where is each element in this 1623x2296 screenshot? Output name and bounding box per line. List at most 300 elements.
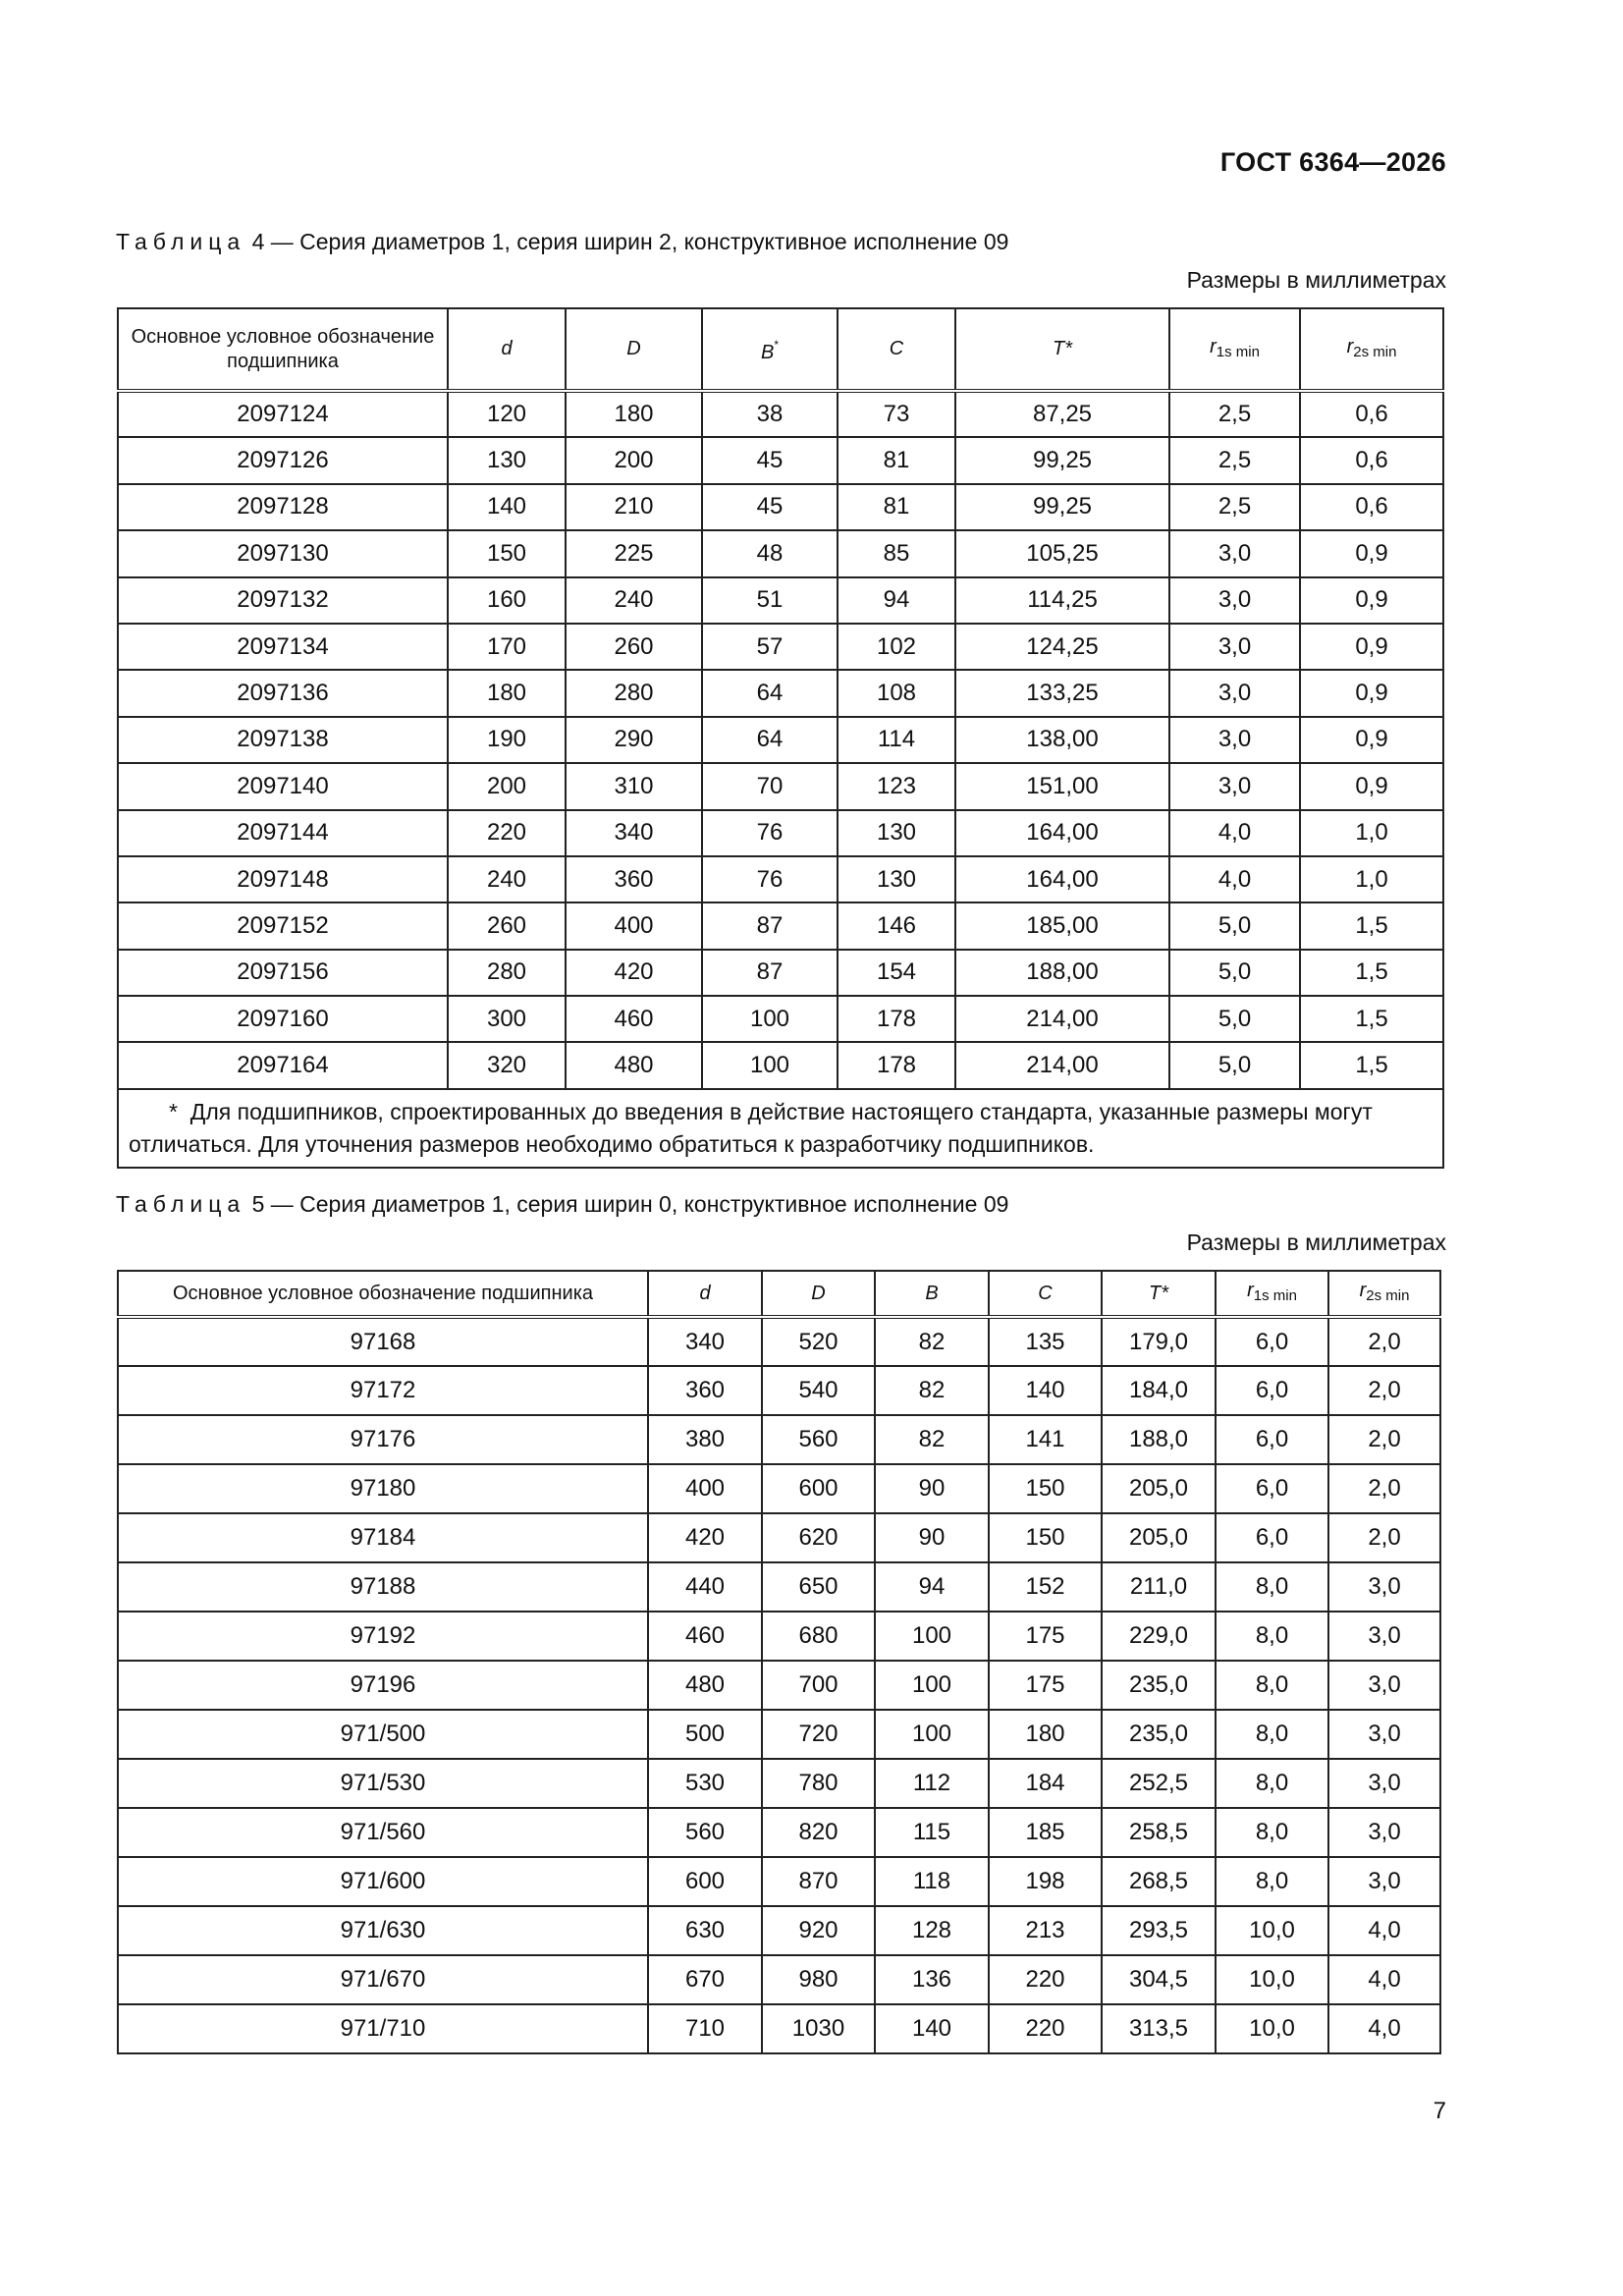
table5-cell-d: 440 [648,1562,762,1612]
table5-cell-r2: 2,0 [1328,1415,1440,1464]
table5-header-T: T* [1102,1271,1216,1317]
table4-cell-designation: 2097126 [118,437,448,483]
table5-cell-r1: 10,0 [1216,1955,1328,2004]
table5-cell-C: 150 [989,1464,1102,1513]
table4-note-row [118,1089,1443,1168]
table5-cell-D: 520 [762,1317,875,1366]
table5-cell-designation: 971/530 [118,1759,648,1808]
table5-cell-designation: 971/500 [118,1710,648,1759]
table5-cell-C: 152 [989,1562,1102,1612]
table5-cell-B: 128 [875,1906,989,1955]
table4-row [118,856,1443,902]
table4-row [118,577,1443,624]
table4-cell-C: 73 [838,391,955,437]
table4-cell-D: 290 [566,717,702,763]
table4-cell-C: 130 [838,856,955,902]
table4-cell-r2: 1,5 [1300,902,1443,949]
table5-row [118,1808,1440,1857]
table5-cell-T: 179,0 [1102,1317,1216,1366]
table5-cell-B: 94 [875,1562,989,1612]
table4-cell-B: 57 [702,624,838,670]
table4-cell-r1: 2,5 [1169,484,1300,530]
table5-cell-D: 820 [762,1808,875,1857]
table5-cell-T: 188,0 [1102,1415,1216,1464]
table4-cell-designation: 2097132 [118,577,448,624]
table5-row [118,1710,1440,1759]
table5-row [118,1562,1440,1612]
table4-cell-r1: 3,0 [1169,624,1300,670]
table5-cell-r1: 8,0 [1216,1759,1328,1808]
table4-cell-C: 114 [838,717,955,763]
table5-cell-C: 140 [989,1366,1102,1415]
table5-cell-T: 205,0 [1102,1513,1216,1562]
table4-row [118,484,1443,530]
table5-cell-D: 620 [762,1513,875,1562]
table5-cell-D: 980 [762,1955,875,2004]
table5-cell-D: 700 [762,1661,875,1710]
table4-cell-T: 99,25 [955,437,1169,483]
footnote-mark: * [169,1098,178,1124]
table5-cell-designation: 97196 [118,1661,648,1710]
table5-cell-B: 136 [875,1955,989,2004]
table5-cell-C: 198 [989,1857,1102,1906]
table4-cell-r2: 0,6 [1300,484,1443,530]
table5-cell-C: 185 [989,1808,1102,1857]
table5-cell-B: 90 [875,1513,989,1562]
table4-cell-D: 240 [566,577,702,624]
table5-cell-T: 229,0 [1102,1612,1216,1661]
table5-cell-C: 220 [989,1955,1102,2004]
table4-cell-T: 99,25 [955,484,1169,530]
table5-cell-d: 400 [648,1464,762,1513]
table4-cell-T: 138,00 [955,717,1169,763]
table4-cell-D: 280 [566,670,702,716]
table4-cell-r2: 0,9 [1300,717,1443,763]
table4-cell-r2: 1,0 [1300,856,1443,902]
table4-cell-d: 150 [448,530,566,576]
table4-cell-r2: 0,9 [1300,530,1443,576]
table4-cell-r2: 0,6 [1300,391,1443,437]
table5-cell-T: 235,0 [1102,1661,1216,1710]
table5-row [118,1415,1440,1464]
table5-cell-d: 340 [648,1317,762,1366]
table4-cell-r1: 5,0 [1169,950,1300,996]
table4-row [118,717,1443,763]
table4-caption [116,229,1008,255]
table4-cell-T: 124,25 [955,624,1169,670]
table4-cell-d: 240 [448,856,566,902]
table4-row [118,624,1443,670]
table4-cell-C: 85 [838,530,955,576]
table4-cell-C: 94 [838,577,955,624]
table5 [117,1270,1441,2054]
table4-cell-B: 38 [702,391,838,437]
table5-cell-B: 90 [875,1464,989,1513]
table5-cell-d: 500 [648,1710,762,1759]
table4-cell-T: 185,00 [955,902,1169,949]
table4-cell-r1: 3,0 [1169,717,1300,763]
table5-cell-r2: 3,0 [1328,1661,1440,1710]
table5-cell-r1: 8,0 [1216,1710,1328,1759]
table4-cell-D: 210 [566,484,702,530]
table4-cell-d: 180 [448,670,566,716]
table4-cell-B: 87 [702,902,838,949]
table5-cell-B: 118 [875,1857,989,1906]
table5-cell-T: 293,5 [1102,1906,1216,1955]
table4-cell-d: 130 [448,437,566,483]
table5-row [118,1513,1440,1562]
table5-cell-d: 670 [648,1955,762,2004]
table5-cell-B: 82 [875,1317,989,1366]
table4-cell-designation: 2097144 [118,810,448,856]
table4-row [118,530,1443,576]
table5-cell-d: 710 [648,2004,762,2053]
table5-header-r1: $r_{1s min}$ [1216,1271,1328,1317]
table4-cell-r2: 1,5 [1300,996,1443,1042]
table4-cell-B: 64 [702,717,838,763]
table5-cell-T: 235,0 [1102,1710,1216,1759]
table5-cell-r1: 8,0 [1216,1857,1328,1906]
table4-units: Размеры в миллиметрах [1186,267,1446,293]
table5-cell-d: 560 [648,1808,762,1857]
table5-cell-designation: 971/560 [118,1808,648,1857]
table5-cell-B: 100 [875,1661,989,1710]
table4-cell-D: 400 [566,902,702,949]
table5-cell-D: 920 [762,1906,875,1955]
table4-row [118,996,1443,1042]
table5-header-C: C [989,1271,1102,1317]
table4-cell-D: 260 [566,624,702,670]
table4-caption-label: Таблица [116,229,246,254]
table5-cell-designation: 97172 [118,1366,648,1415]
table4-header-B: B* [702,308,838,391]
table4-cell-B: 64 [702,670,838,716]
table4-row [118,763,1443,809]
table4-cell-r2: 1,5 [1300,950,1443,996]
table5-cell-C: 150 [989,1513,1102,1562]
table4-cell-r1: 2,5 [1169,437,1300,483]
table5-cell-C: 220 [989,2004,1102,2053]
table5-cell-designation: 97188 [118,1562,648,1612]
table4-row [118,391,1443,437]
table5-cell-d: 360 [648,1366,762,1415]
table4-cell-r1: 4,0 [1169,856,1300,902]
table4-cell-C: 123 [838,763,955,809]
table5-header-d: d [648,1271,762,1317]
table4-header-r2: $r_{2s min}$ [1300,308,1443,391]
table4-cell-r2: 0,9 [1300,624,1443,670]
table5-cell-C: 213 [989,1906,1102,1955]
table5-cell-r1: 8,0 [1216,1661,1328,1710]
table4-cell-d: 320 [448,1042,566,1088]
table5-cell-r1: 8,0 [1216,1562,1328,1612]
table4-cell-D: 340 [566,810,702,856]
table4-cell-D: 360 [566,856,702,902]
table5-cell-r1: 6,0 [1216,1366,1328,1415]
table5-cell-T: 205,0 [1102,1464,1216,1513]
table5-row [118,1906,1440,1955]
table4-cell-designation: 2097134 [118,624,448,670]
table5-cell-designation: 971/630 [118,1906,648,1955]
table4-cell-T: 133,25 [955,670,1169,716]
table4-cell-designation: 2097138 [118,717,448,763]
table5-cell-designation: 97176 [118,1415,648,1464]
table5-row [118,1759,1440,1808]
table4-cell-B: 48 [702,530,838,576]
table5-cell-D: 780 [762,1759,875,1808]
table5-cell-T: 304,5 [1102,1955,1216,2004]
table4-cell-D: 310 [566,763,702,809]
table4-cell-r2: 0,9 [1300,670,1443,716]
table4-cell-C: 178 [838,996,955,1042]
table5-cell-r2: 2,0 [1328,1513,1440,1562]
table5-cell-designation: 97192 [118,1612,648,1661]
table4-cell-T: 164,00 [955,856,1169,902]
table4-cell-T: 114,25 [955,577,1169,624]
table4-header-designation: Основное условное обозначение подшипника [118,308,448,391]
table5-cell-D: 650 [762,1562,875,1612]
table4-cell-d: 120 [448,391,566,437]
table5-row [118,1317,1440,1366]
table4-row [118,670,1443,716]
table5-cell-r2: 4,0 [1328,1906,1440,1955]
table5-cell-r1: 6,0 [1216,1513,1328,1562]
table4-row [118,437,1443,483]
table5-cell-B: 115 [875,1808,989,1857]
table5-caption-label: Таблица [116,1191,246,1217]
table4-cell-B: 51 [702,577,838,624]
table4-caption-text: 4 — Серия диаметров 1, серия ширин 2, конструктивное исполнение 09 [251,229,1009,254]
table5-cell-B: 140 [875,2004,989,2053]
table5-caption-text: 5 — Серия диаметров 1, серия ширин 0, конструктивное исполнение 09 [251,1191,1009,1217]
table4-cell-B: 100 [702,1042,838,1088]
table5-cell-T: 258,5 [1102,1808,1216,1857]
table4-cell-r1: 5,0 [1169,996,1300,1042]
table4-header-r1: $r_{1s min}$ [1169,308,1300,391]
table4-cell-designation: 2097136 [118,670,448,716]
table4-cell-C: 154 [838,950,955,996]
table4-cell-designation: 2097128 [118,484,448,530]
table5-cell-d: 480 [648,1661,762,1710]
table5-cell-designation: 97168 [118,1317,648,1366]
table4-cell-designation: 2097130 [118,530,448,576]
table5-cell-designation: 97184 [118,1513,648,1562]
table4-cell-T: 105,25 [955,530,1169,576]
table5-cell-r2: 3,0 [1328,1759,1440,1808]
table4-cell-r1: 3,0 [1169,670,1300,716]
table4-header-D: D [566,308,702,391]
footnote-text: Для подшипников, спроектированных до введения в действие настоящего стандарта, указанные размеры могут отличаться. Для уточнения размеров необходимо обратиться к разработчику подшипников. [129,1098,1373,1157]
table5-cell-r2: 3,0 [1328,1612,1440,1661]
table4-cell-designation: 2097152 [118,902,448,949]
table4-cell-B: 87 [702,950,838,996]
table4-cell-C: 81 [838,484,955,530]
table4-header-T: T* [955,308,1169,391]
table5-cell-d: 530 [648,1759,762,1808]
table4-row [118,950,1443,996]
table5-cell-r2: 4,0 [1328,1955,1440,2004]
table4-cell-C: 108 [838,670,955,716]
table4-cell-r1: 2,5 [1169,391,1300,437]
table5-cell-designation: 971/600 [118,1857,648,1906]
table5-cell-designation: 971/670 [118,1955,648,2004]
table4-cell-d: 170 [448,624,566,670]
table4-cell-r2: 0,9 [1300,763,1443,809]
table5-cell-D: 720 [762,1710,875,1759]
table4-cell-T: 87,25 [955,391,1169,437]
table5-cell-D: 560 [762,1415,875,1464]
table5-cell-C: 175 [989,1612,1102,1661]
table5-cell-B: 112 [875,1759,989,1808]
table5-header-B: B [875,1271,989,1317]
table5-header-row [118,1271,1440,1317]
table4-cell-r1: 3,0 [1169,763,1300,809]
table5-cell-r2: 2,0 [1328,1464,1440,1513]
table5-cell-B: 100 [875,1612,989,1661]
table5-cell-B: 100 [875,1710,989,1759]
table4-cell-T: 164,00 [955,810,1169,856]
table5-header-D: D [762,1271,875,1317]
table5-cell-r2: 3,0 [1328,1562,1440,1612]
table4-cell-d: 160 [448,577,566,624]
table4-cell-B: 45 [702,437,838,483]
table5-row [118,1661,1440,1710]
table5-units: Размеры в миллиметрах [1186,1230,1446,1255]
table4-cell-B: 45 [702,484,838,530]
table4 [117,307,1444,1169]
table5-cell-D: 680 [762,1612,875,1661]
table4-cell-D: 200 [566,437,702,483]
table5-cell-C: 184 [989,1759,1102,1808]
table5-cell-d: 600 [648,1857,762,1906]
table4-cell-T: 188,00 [955,950,1169,996]
table4-cell-B: 76 [702,810,838,856]
table5-row [118,1366,1440,1415]
table4-cell-d: 260 [448,902,566,949]
table5-cell-r1: 6,0 [1216,1464,1328,1513]
table5-cell-r2: 2,0 [1328,1317,1440,1366]
table5-cell-r2: 3,0 [1328,1857,1440,1906]
table4-cell-B: 100 [702,996,838,1042]
table4-cell-C: 130 [838,810,955,856]
table4-cell-r2: 1,0 [1300,810,1443,856]
table4-cell-D: 460 [566,996,702,1042]
table4-cell-d: 300 [448,996,566,1042]
table5-cell-C: 180 [989,1710,1102,1759]
table5-row [118,2004,1440,2053]
table5-cell-T: 268,5 [1102,1857,1216,1906]
table5-header-designation: Основное условное обозначение подшипника [118,1271,648,1317]
table4-cell-r2: 0,9 [1300,577,1443,624]
table4-cell-d: 280 [448,950,566,996]
table5-cell-r2: 3,0 [1328,1808,1440,1857]
table5-cell-r2: 2,0 [1328,1366,1440,1415]
table5-cell-r1: 10,0 [1216,1906,1328,1955]
table4-cell-T: 214,00 [955,1042,1169,1088]
table5-cell-T: 313,5 [1102,2004,1216,2053]
table4-cell-d: 140 [448,484,566,530]
table4-cell-d: 200 [448,763,566,809]
table4-header-C: C [838,308,955,391]
table4-cell-d: 190 [448,717,566,763]
table4-cell-designation: 2097148 [118,856,448,902]
table5-cell-designation: 971/710 [118,2004,648,2053]
table4-cell-D: 225 [566,530,702,576]
document-code: ГОСТ 6364—2026 [1219,147,1446,177]
table4-row [118,810,1443,856]
table4-cell-d: 220 [448,810,566,856]
table4-cell-D: 480 [566,1042,702,1088]
table4-cell-T: 151,00 [955,763,1169,809]
table5-cell-T: 211,0 [1102,1562,1216,1612]
table4-cell-r1: 3,0 [1169,577,1300,624]
table5-cell-B: 82 [875,1415,989,1464]
table5-cell-r2: 3,0 [1328,1710,1440,1759]
table4-cell-r2: 1,5 [1300,1042,1443,1088]
table4-cell-D: 420 [566,950,702,996]
table4-header-row [118,308,1443,391]
table4-cell-designation: 2097160 [118,996,448,1042]
table5-cell-d: 630 [648,1906,762,1955]
table5-cell-r1: 8,0 [1216,1612,1328,1661]
table4-cell-designation: 2097140 [118,763,448,809]
table4-cell-D: 180 [566,391,702,437]
table5-cell-d: 460 [648,1612,762,1661]
table4-cell-r1: 5,0 [1169,1042,1300,1088]
table4-cell-T: 214,00 [955,996,1169,1042]
table4-row [118,1042,1443,1088]
table5-cell-d: 380 [648,1415,762,1464]
table5-cell-C: 135 [989,1317,1102,1366]
table4-cell-designation: 2097124 [118,391,448,437]
table4-cell-designation: 2097156 [118,950,448,996]
table4-cell-C: 102 [838,624,955,670]
table5-cell-r2: 4,0 [1328,2004,1440,2053]
table5-cell-d: 420 [648,1513,762,1562]
table5-cell-D: 870 [762,1857,875,1906]
table5-cell-D: 600 [762,1464,875,1513]
table5-cell-T: 184,0 [1102,1366,1216,1415]
table5-cell-r1: 6,0 [1216,1317,1328,1366]
table4-header-d: d [448,308,566,391]
table5-cell-r1: 6,0 [1216,1415,1328,1464]
table4-cell-B: 70 [702,763,838,809]
table4-cell-r1: 5,0 [1169,902,1300,949]
table5-cell-r1: 8,0 [1216,1808,1328,1857]
table5-cell-T: 252,5 [1102,1759,1216,1808]
table5-caption [116,1191,1008,1218]
table4-cell-C: 81 [838,437,955,483]
table4-cell-B: 76 [702,856,838,902]
table5-row [118,1464,1440,1513]
table4-row [118,902,1443,949]
table5-cell-r1: 10,0 [1216,2004,1328,2053]
table5-cell-designation: 97180 [118,1464,648,1513]
table5-cell-D: 1030 [762,2004,875,2053]
table4-cell-C: 178 [838,1042,955,1088]
table4-cell-r1: 3,0 [1169,530,1300,576]
table5-cell-C: 141 [989,1415,1102,1464]
table4-cell-C: 146 [838,902,955,949]
table5-row [118,1612,1440,1661]
table5-cell-D: 540 [762,1366,875,1415]
page-number: 7 [1433,2098,1446,2124]
table5-row [118,1857,1440,1906]
table4-cell-r1: 4,0 [1169,810,1300,856]
table4-cell-designation: 2097164 [118,1042,448,1088]
table5-header-r2: $r_{2s min}$ [1328,1271,1440,1317]
table4-footnote [118,1089,1443,1168]
